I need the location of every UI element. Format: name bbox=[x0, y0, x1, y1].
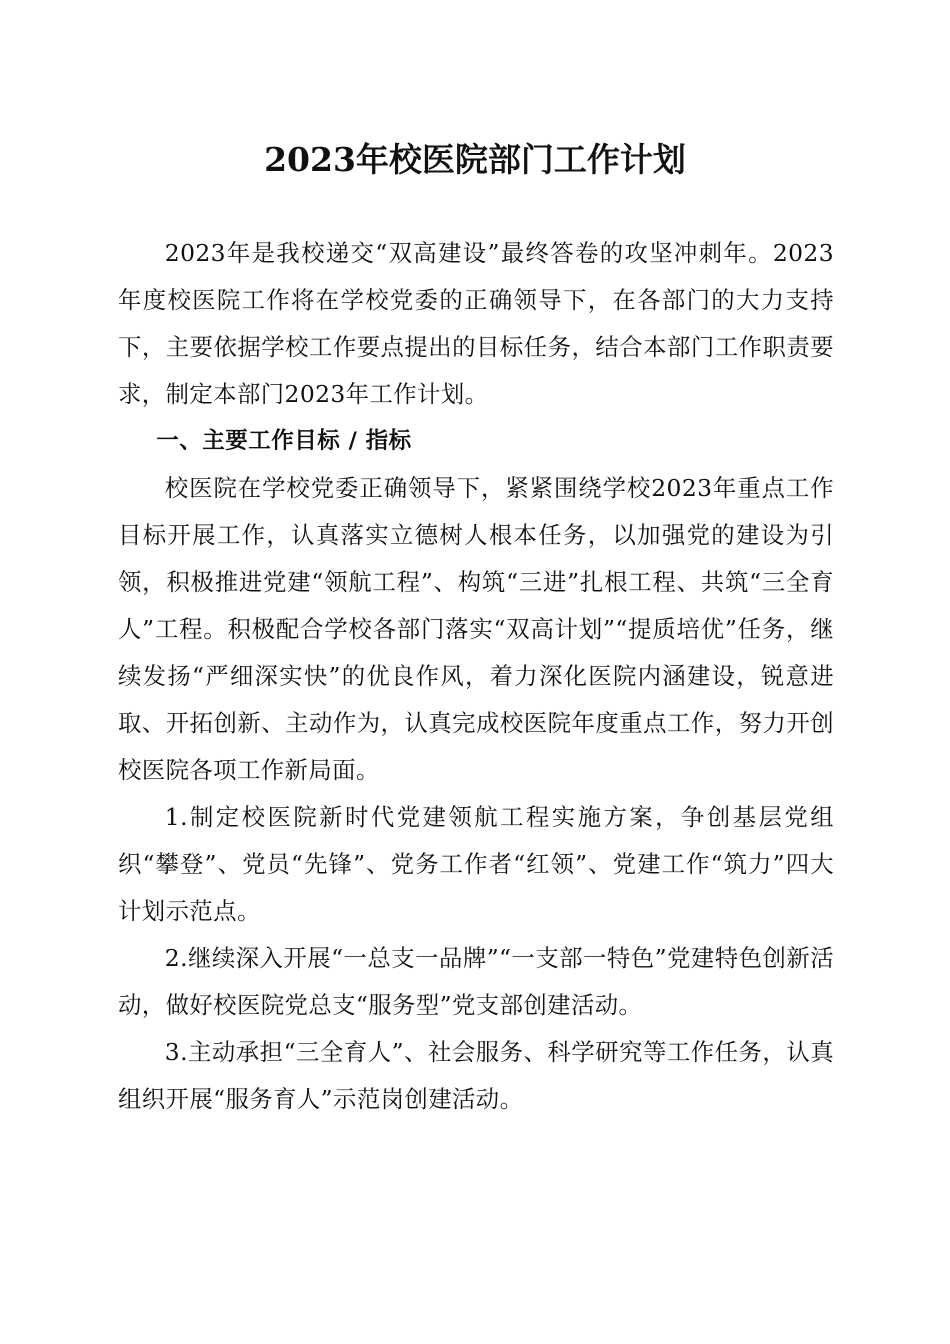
section-1-item-3: 3.主动承担“三全育人”、社会服务、科学研究等工作任务，认真组织开展“服务育人”示范岗创建活动。 bbox=[118, 1038, 834, 1113]
section-1-item-1: 1.制定校医院新时代党建领航工程实施方案，争创基层党组织“攀登”、党员“先锋”、党务工作者“红领”、党建工作“筑力”四大计划示范点。 bbox=[118, 803, 834, 925]
section-1-item-2: 2.继续深入开展“一总支一品牌”“一支部一特色”党建特色创新活动，做好校医院党总支“服务型”党支部创建活动。 bbox=[118, 944, 834, 1019]
document-title: 2023年校医院部门工作计划 bbox=[264, 140, 686, 179]
section-1-heading: 一、主要工作目标 / 指标 bbox=[156, 428, 412, 454]
document-body bbox=[118, 230, 834, 1123]
section-1-summary-paragraph: 校医院在学校党委正确领导下，紧紧围绕学校2023年重点工作目标开展工作，认真落实立德树人根本任务，以加强党的建设为引领，积极推进党建“领航工程”、构筑“三进”扎根工程、共筑“三全育人”工程。积极配合学校各部门落实“双高计划”“提质培优”任务，继续发扬“严细深实快”的优良作风，着力深化医院内涵建设，锐意进取、开拓创新、主动作为，认真完成校医院年度重点工作，努力开创校医院各项工作新局面。 bbox=[118, 474, 834, 784]
intro-paragraph: 2023年是我校递交“双高建设”最终答卷的攻坚冲刺年。2023年度校医院工作将在学校党委的正确领导下，在各部门的大力支持下，主要依据学校工作要点提出的目标任务，结合本部门工作职责要求，制定本部门2023年工作计划。 bbox=[118, 239, 834, 408]
